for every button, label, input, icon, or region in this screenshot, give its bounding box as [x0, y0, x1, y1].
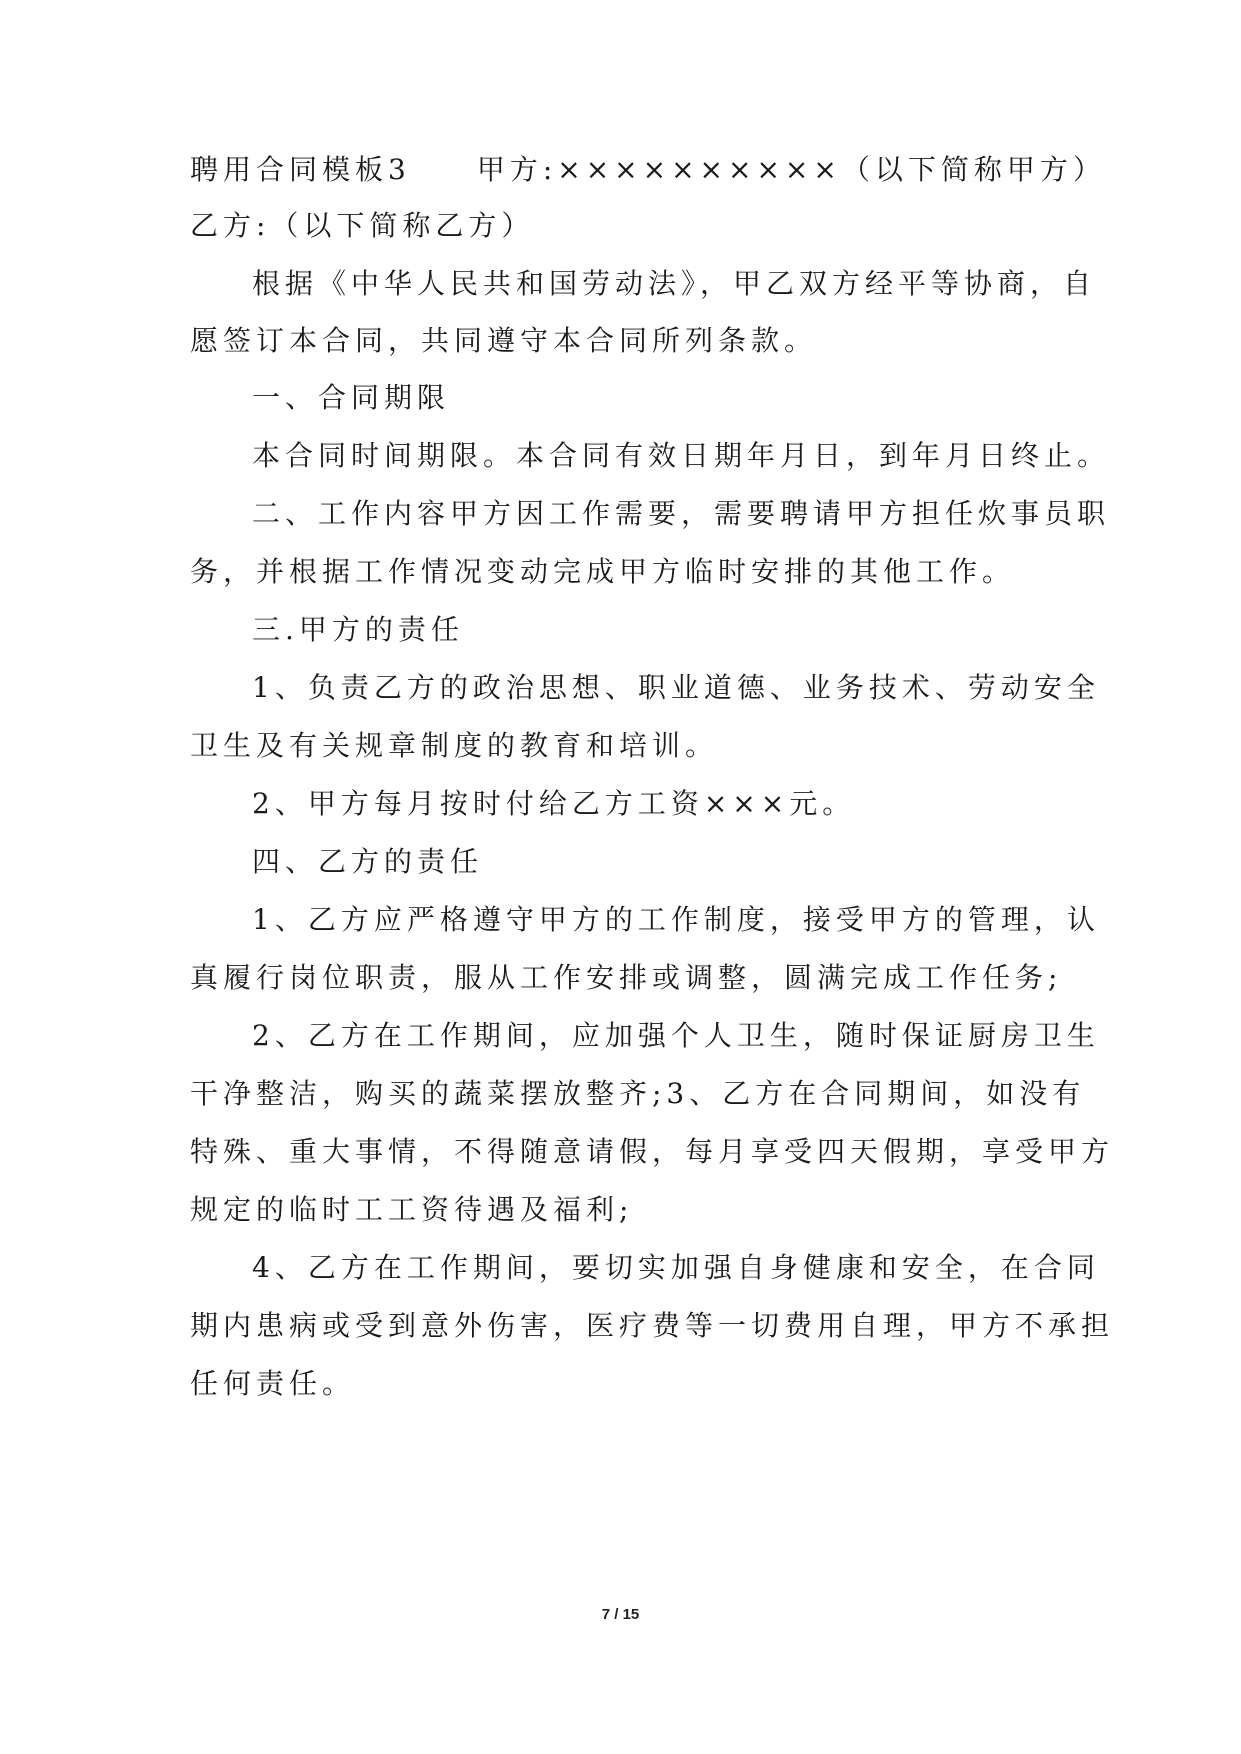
paragraph-line: 2、乙方在工作期间，应加强个人卫生，随时保证厨房卫生 [252, 1019, 1100, 1052]
party-b-line: 乙方:（以下简称乙方） [190, 209, 535, 242]
paragraph-line: 真履行岗位职责，服从工作安排或调整，圆满完成工作任务; [190, 961, 1063, 994]
paragraph-line: 1、乙方应严格遵守甲方的工作制度，接受甲方的管理，认 [252, 903, 1100, 936]
section-heading: 一、合同期限 [252, 381, 451, 414]
paragraph-line: 愿签订本合同，共同遵守本合同所列条款。 [190, 324, 818, 357]
section-heading: 三.甲方的责任 [252, 613, 464, 646]
paragraph-line: 4、乙方在工作期间，要切实加强自身健康和安全，在合同 [252, 1251, 1100, 1284]
paragraph-line: 期内患病或受到意外伤害，医疗费等一切费用自理，甲方不承担 [190, 1309, 1115, 1342]
paragraph-line: 二、工作内容甲方因工作需要，需要聘请甲方担任炊事员职 [252, 497, 1111, 530]
paragraph-line: 2、甲方每月按时付给乙方工资×××元。 [252, 787, 856, 820]
title-line: 聘用合同模板3 甲方:××××××××××（以下简称甲方） [190, 153, 1106, 186]
paragraph-line: 本合同时间期限。本合同有效日期年月日，到年月日终止。 [252, 439, 1111, 472]
paragraph-line: 任何责任。 [190, 1367, 356, 1400]
paragraph-line: 卫生及有关规章制度的教育和培训。 [190, 729, 719, 762]
paragraph-line: 务，并根据工作情况变动完成甲方临时安排的其他工作。 [190, 555, 1016, 588]
page-number: 7 / 15 [601, 1606, 640, 1623]
section-heading: 四、乙方的责任 [252, 845, 484, 878]
paragraph-line: 规定的临时工工资待遇及福利; [190, 1193, 634, 1226]
paragraph-line: 1、负责乙方的政治思想、职业道德、业务技术、劳动安全 [252, 671, 1100, 704]
paragraph-line: 根据《中华人民共和国劳动法》，甲乙双方经平等协商，自 [252, 267, 1097, 300]
paragraph-line: 特殊、重大事情，不得随意请假，每月享受四天假期，享受甲方 [190, 1135, 1115, 1168]
paragraph-line: 干净整洁，购买的蔬菜摆放整齐;3、乙方在合同期间，如没有 [190, 1077, 1086, 1110]
